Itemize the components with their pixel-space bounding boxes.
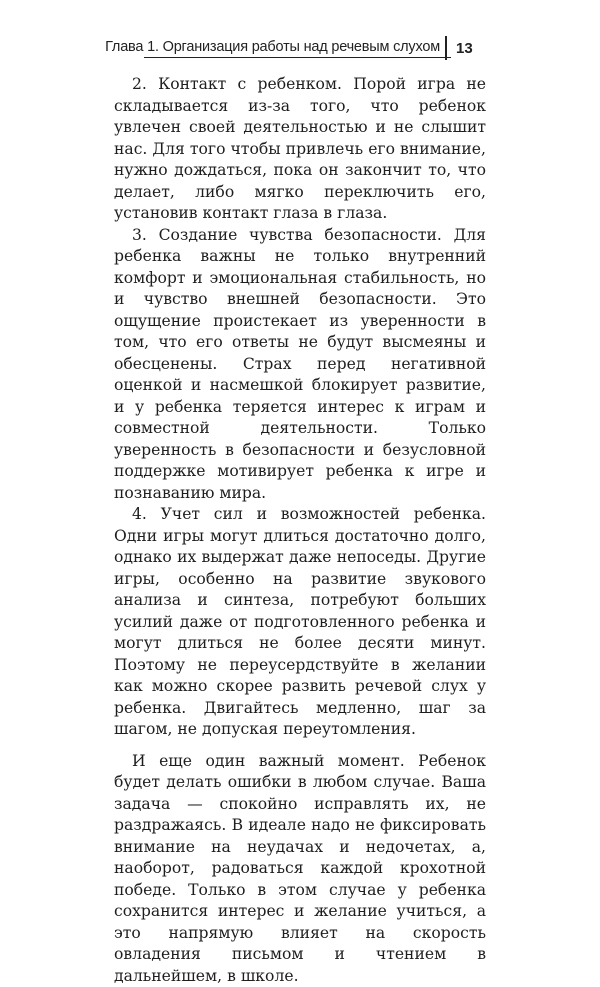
paragraph-contact: 2. Контакт с ребенком. Порой игра не складывается из-за того, что ребенок увлечен своей деятельностью и не слышит нас. Для того чтобы привлечь его внимание, нужно дождаться, пока он закончит то, что делает, либо мягко переключить его, установив контакт глаза в глаза.: [114, 74, 486, 225]
running-head: [144, 32, 484, 58]
header-rule: [144, 57, 451, 58]
header-separator: [445, 36, 447, 60]
paragraph-mistakes: И еще один важный момент. Ребенок будет делать ошибки в любом случае. Ваша задача — спокойно исправлять их, не раздражаясь. В идеале надо не фиксировать внимание на неудачах и недочетах, а, наоборот, радоваться каждой крохотной победе. Только в этом случае у ребенка сохранится интерес и желание учиться, а это напрямую влияет на скорость овладения письмом и чтением в дальнейшем, в школе.: [114, 751, 486, 987]
paragraph-safety: 3. Создание чувства безопасности. Для ребенка важны не только внутренний комфорт и эмоциональная стабильность, но и чувство внешней безопасности. Это ощущение проистекает из уверенности в том, что его ответы не будут высмеяны и обесценены. Страх перед негативной оценкой и насмешкой блокирует развитие, и у ребенка теряется интерес к играм и совместной деятельности. Только уверенность в безопасности и безусловной поддержке мотивирует ребенка к игре и познаванию мира.: [114, 225, 486, 505]
body-text: [114, 74, 486, 987]
paragraph-abilities: 4. Учет сил и возможностей ребенка. Одни игры могут длиться достаточно долго, однако их выдержат даже непоседы. Другие игры, особенно на развитие звукового анализа и синтеза, потребуют больших усилий даже от подготовленного ребенка и могут длиться не более десяти минут. Поэтому не переусердствуйте в желании как можно скорее развить речевой слух у ребенка. Двигайтесь медленно, шаг за шагом, не допуская переутомления.: [114, 504, 486, 741]
chapter-title: Глава 1. Организация работы над речевым слухом: [105, 39, 440, 55]
page-number: 13: [456, 40, 473, 57]
